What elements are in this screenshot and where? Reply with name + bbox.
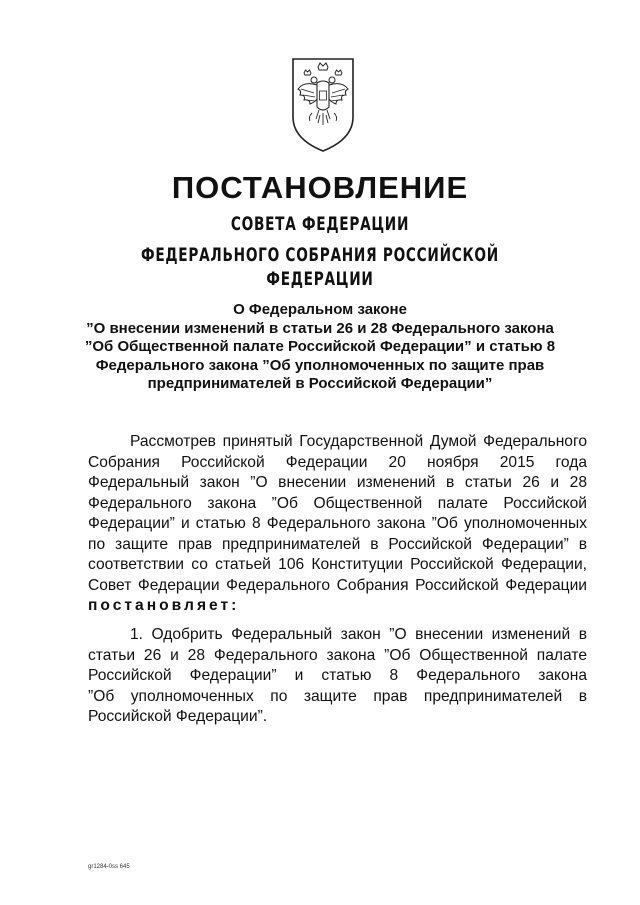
paragraph-line: Российской Федерации” и статью 8 Федерального закона — [88, 667, 587, 684]
resolution-item-1 — [88, 625, 587, 728]
document-subtitle-council: СОВЕТА ФЕДЕРАЦИИ — [230, 213, 410, 235]
paragraph-line: 1. Одобрить Федеральный закон ”О внесении изменений в — [130, 626, 587, 643]
document-code: gr1284-0ss 645 — [88, 864, 130, 870]
heading-line: ”Об Общественной палате Российской Федерации” и статью 8 — [84, 338, 556, 355]
paragraph-line: статьи 26 и 28 Федерального закона ”Об Общественной палате — [88, 646, 587, 664]
document-subtitle-assembly: ФЕДЕРАЛЬНОГО СОБРАНИЯ РОССИЙСКОЙ ФЕДЕРАЦИИ — [141, 244, 499, 290]
paragraph-line: Российской Федерации”. — [88, 708, 268, 725]
paragraph-line: Федеральный закон ”О внесении изменений в статьи 26 и 28 — [88, 474, 587, 491]
document-title: ПОСТАНОВЛЕНИЕ — [171, 170, 469, 205]
preamble-paragraph — [88, 432, 587, 617]
paragraph-line: ”Об уполномоченных по защите прав предпринимателей в — [88, 687, 587, 705]
heading-line: предпринимателей в Российской Федерации” — [147, 375, 493, 392]
paragraph-line: Совет Федерации Федерального Собрания Российской Федерации — [88, 576, 587, 594]
heading-line: ”О внесении изменений в статьи 26 и 28 Федерального закона — [86, 319, 554, 337]
russian-coat-of-arms-icon — [290, 55, 356, 155]
resolves-word: постановляет: — [88, 597, 240, 614]
heading-line: Федерального закона ”Об уполномоченных по защите прав — [95, 356, 545, 374]
paragraph-line: Федерального закона ”Об Общественной палате Российской — [88, 494, 587, 512]
heading-line: О Федеральном законе — [233, 301, 407, 318]
paragraph-line: Федерации” и статью 8 Федерального закона ”Об уполномоченных — [88, 515, 587, 532]
paragraph-line: Собрания Российской Федерации 20 ноября 2015 года — [88, 453, 587, 471]
paragraph-line: соответствии со статьей 106 Конституции Российской Федерации, — [88, 556, 587, 573]
paragraph-line: Рассмотрев принятый Государственной Думой Федерального — [130, 433, 587, 450]
paragraph-line: по защите прав предпринимателей в Российской Федерации” в — [88, 535, 587, 553]
document-heading — [60, 301, 580, 394]
